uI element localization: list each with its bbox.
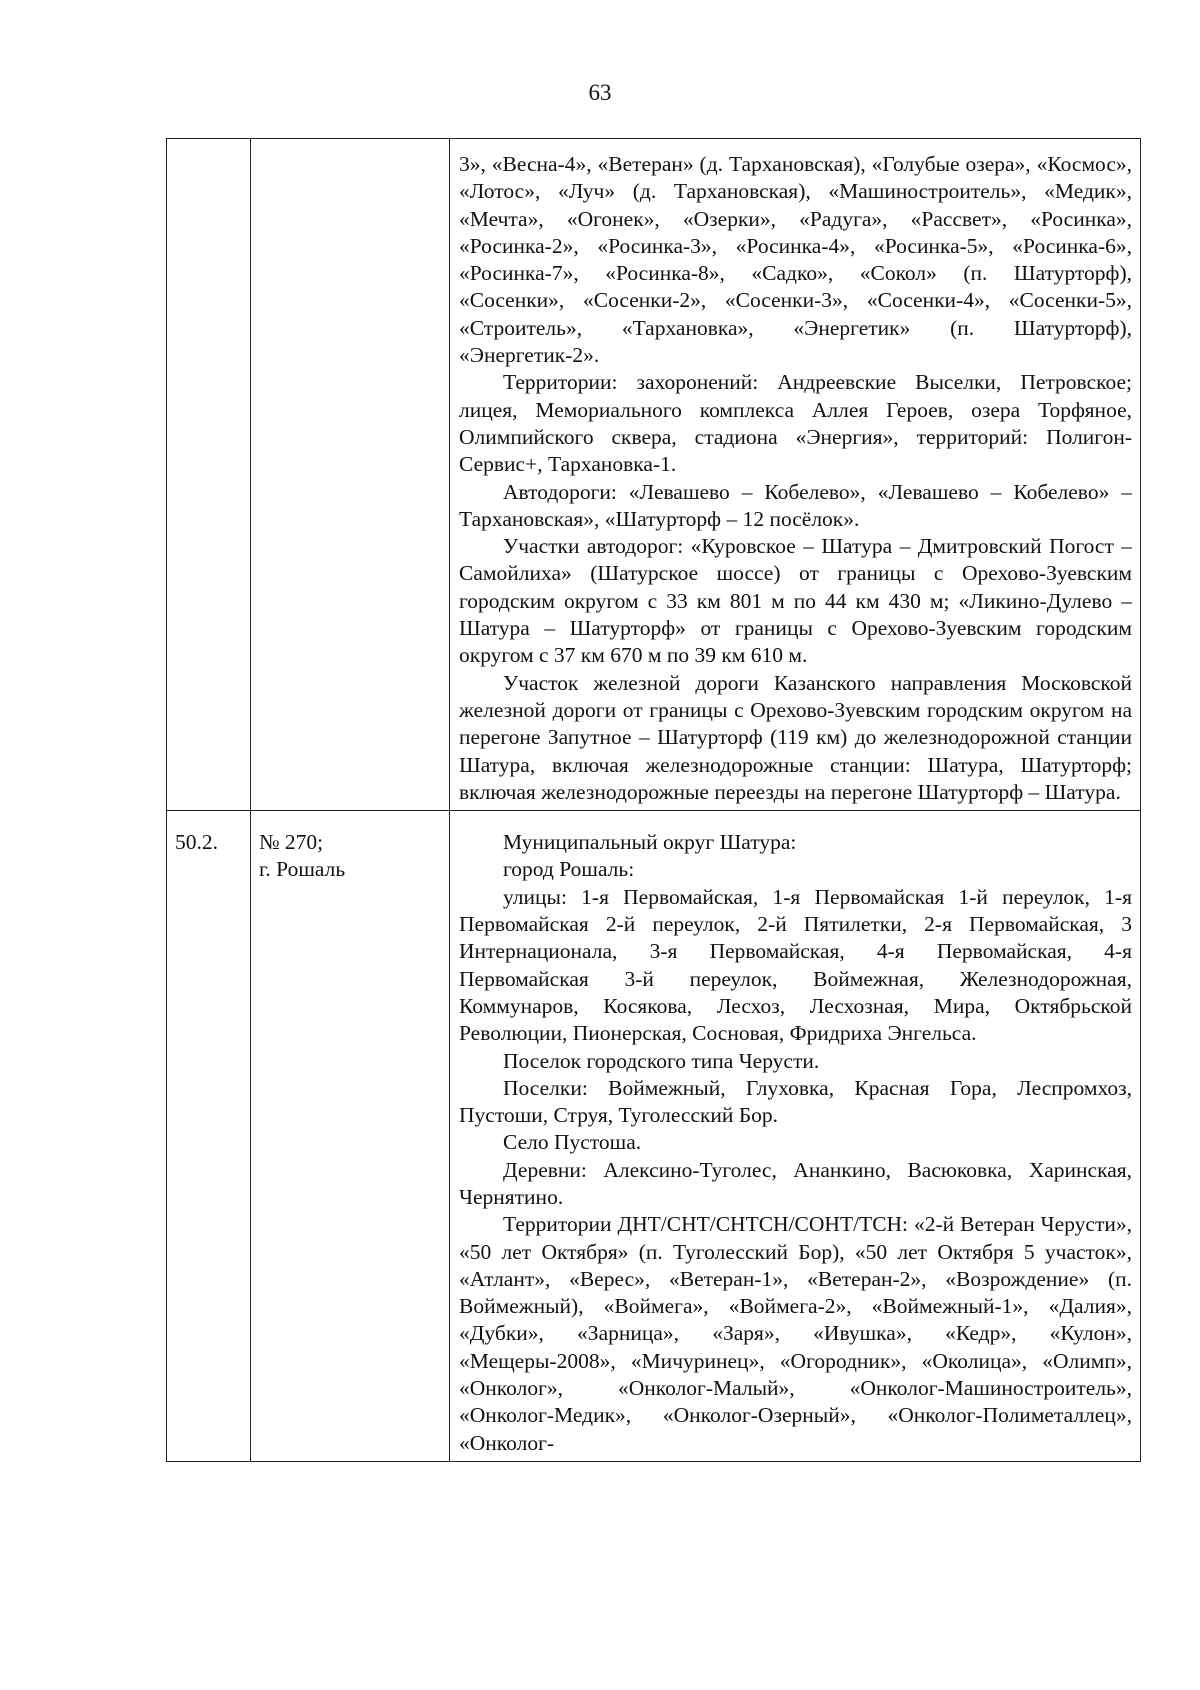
- page-number: 63: [588, 80, 612, 105]
- territory-paragraph: Село Пустоша.: [503, 1130, 642, 1155]
- row-number-cell: [167, 811, 251, 1462]
- territory-cell: [450, 139, 1141, 811]
- district-table: [166, 138, 1141, 1462]
- table-row: [167, 811, 1141, 1462]
- territory-paragraph: Муниципальный округ Шатура:: [503, 830, 797, 855]
- district-name: г. Рошаль: [259, 857, 346, 882]
- territory-paragraph: 3», «Весна-4», «Ветеран» (д. Тархановская), «Голубые озера», «Космос», «Лотос», «Луч» (д. Тархановская), «Машиностроитель», «Медик», «Мечта», «Огонек», «Озерки», «Радуга», «Рассвет», «Росинка», «Росинка-2», «Росинка-3», «Росинка-4», «Росинка-5», «Росинка-6», «Росинка-7», «Росинка-8», «Садко», «Сокол» (п. Шатурторф), «Сосенки», «Сосенки-2», «Сосенки-3», «Сосенки-4», «Сосенки-5», «Строитель», «Тархановка», «Энергетик» (п. Шатурторф), «Энергетик-2».: [459, 152, 1132, 368]
- territory-paragraph: Территории ДНТ/СНТ/СНТСН/СОНТ/ТСН: «2-й Ветеран Черусти», «50 лет Октября» (п. Туголесский Бор), «50 лет Октября 5 участок», «Атлант», «Верес», «Ветеран-1», «Ветеран-2», «Возрождение» (п. Воймежный), «Воймега», «Воймега-2», «Воймежный-1», «Далия», «Дубки», «Зарница», «Заря», «Ивушка», «Кедр», «Кулон», «Мещеры-2008», «Мичуринец», «Огородник», «Околица», «Олимп», «Онколог», «Онколог-Малый», «Онколог-Машиностроитель», «Онколог-Медик», «Онколог-Озерный», «Онколог-Полиметаллец», «Онколог-: [459, 1212, 1132, 1455]
- district-cell: [251, 139, 450, 811]
- row-number-cell: [167, 139, 251, 811]
- district-number: № 270;: [259, 830, 324, 855]
- territory-paragraph: Поселки: Воймежный, Глуховка, Красная Гора, Леспромхоз, Пустоши, Струя, Туголесский Бор.: [459, 1075, 1132, 1128]
- territory-paragraph: улицы: 1-я Первомайская, 1-я Первомайская 1-й переулок, 1-я Первомайская 2-й переулок, 2-й Пятилетки, 2-я Первомайская, 3 Интернационала, 3-я Первомайская, 4-я Первомайская, 4-я Первомайская 3-й переулок, Воймежная, Железнодорожная, Коммунаров, Косякова, Лесхоз, Лесхозная, Мира, Октябрьской Революции, Пионерская, Сосновая, Фридриха Энгельса.: [459, 884, 1132, 1046]
- table-row: [167, 139, 1141, 811]
- territory-paragraph: Участки автодорог: «Куровское – Шатура – Дмитровский Погост – Самойлиха» (Шатурское шоссе) от границы с Орехово-Зуевским городским округом с 33 км 801 м по 44 км 430 м; «Ликино-Дулево – Шатура – Шатурторф» от границы с Орехово-Зуевским городским округом с 37 км 670 м по 39 км 610 м.: [459, 534, 1132, 668]
- territory-paragraph: Поселок городского типа Черусти.: [503, 1048, 820, 1073]
- territory-paragraph: Автодороги: «Левашево – Кобелево», «Левашево – Кобелево» – Тархановская», «Шатурторф – 12 посёлок».: [459, 479, 1132, 531]
- row-number: 50.2.: [175, 830, 218, 855]
- territory-paragraph: Участок железной дороги Казанского направления Московской железной дороги от границы с Орехово-Зуевским городским округом на перегоне Запутное – Шатурторф (119 км) до железнодорожной станции Шатура, включая железнодорожные станции: Шатура, Шатурторф; включая железнодорожные переезды на перегоне Шатурторф – Шатура.: [459, 670, 1132, 804]
- territory-paragraph: Деревни: Алексино-Туголес, Ананкино, Васюковка, Харинская, Чернятино.: [459, 1157, 1132, 1209]
- district-cell: [251, 811, 450, 1462]
- territory-cell: [450, 811, 1141, 1462]
- territory-paragraph: город Рошаль:: [503, 857, 635, 882]
- row-number: [167, 139, 250, 155]
- territory-paragraph: Территории: захоронений: Андреевские Выселки, Петровское; лицея, Мемориального комплекса Аллея Героев, озера Торфяное, Олимпийского сквера, стадиона «Энергия», территорий: Полигон-Сервис+, Тархановка-1.: [459, 370, 1132, 477]
